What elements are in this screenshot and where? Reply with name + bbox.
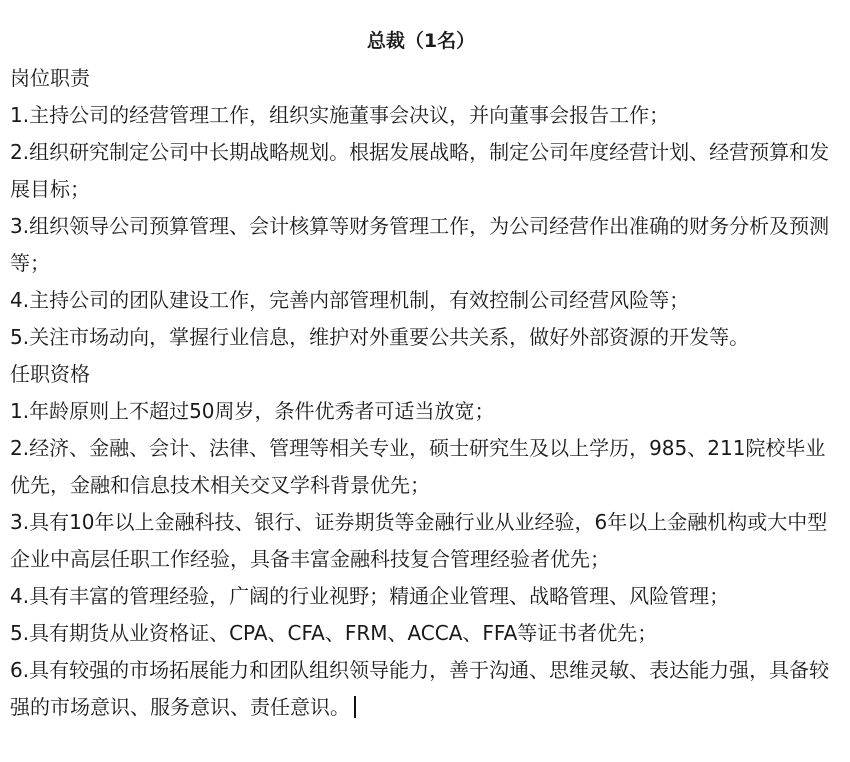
document-title: 总裁（1名） — [366, 30, 476, 52]
responsibility-item-3: 3.组织领导公司预算管理、会计核算等财务管理工作，为公司经营作出准确的财务分析及预测等； — [10, 214, 830, 275]
responsibility-item-4: 4.主持公司的团队建设工作，完善内部管理机制，有效控制公司经营风险等； — [10, 288, 690, 312]
qualification-item-6[interactable] — [10, 652, 832, 726]
text-cursor — [354, 696, 356, 718]
qualification-item-6-text: 6.具有较强的市场拓展能力和团队组织领导能力，善于沟通、思维灵敏、表达能力强，具备较强的市场意识、服务意识、责任意识。 — [10, 658, 830, 719]
section-heading-qualifications: 任职资格 — [10, 362, 90, 386]
qualification-item-2: 2.经济、金融、会计、法律、管理等相关专业，硕士研究生及以上学历，985、211院校毕业优先，金融和信息技术相关交叉学科背景优先； — [10, 436, 826, 497]
section-qualifications — [10, 356, 832, 726]
qualification-item-5: 5.具有期货从业资格证、CPA、CFA、FRM、ACCA、FFA等证书者优先； — [10, 621, 658, 645]
qualification-item-3: 3.具有10年以上金融科技、银行、证券期货等金融行业从业经验，6年以上金融机构或大中型企业中高层任职工作经验，具备丰富金融科技复合管理经验者优先； — [10, 510, 828, 571]
responsibility-item-2: 2.组织研究制定公司中长期战略规划。根据发展战略，制定公司年度经营计划、经营预算和发展目标； — [10, 140, 830, 201]
section-heading-responsibilities: 岗位职责 — [10, 66, 90, 90]
qualification-item-4: 4.具有丰富的管理经验，广阔的行业视野；精通企业管理、战略管理、风险管理； — [10, 584, 730, 608]
section-responsibilities — [10, 60, 832, 356]
qualification-item-1: 1.年龄原则上不超过50周岁，条件优秀者可适当放宽； — [10, 399, 495, 423]
responsibility-item-1: 1.主持公司的经营管理工作，组织实施董事会决议，并向董事会报告工作； — [10, 103, 670, 127]
responsibility-item-5: 5.关注市场动向，掌握行业信息，维护对外重要公共关系，做好外部资源的开发等。 — [10, 325, 750, 349]
